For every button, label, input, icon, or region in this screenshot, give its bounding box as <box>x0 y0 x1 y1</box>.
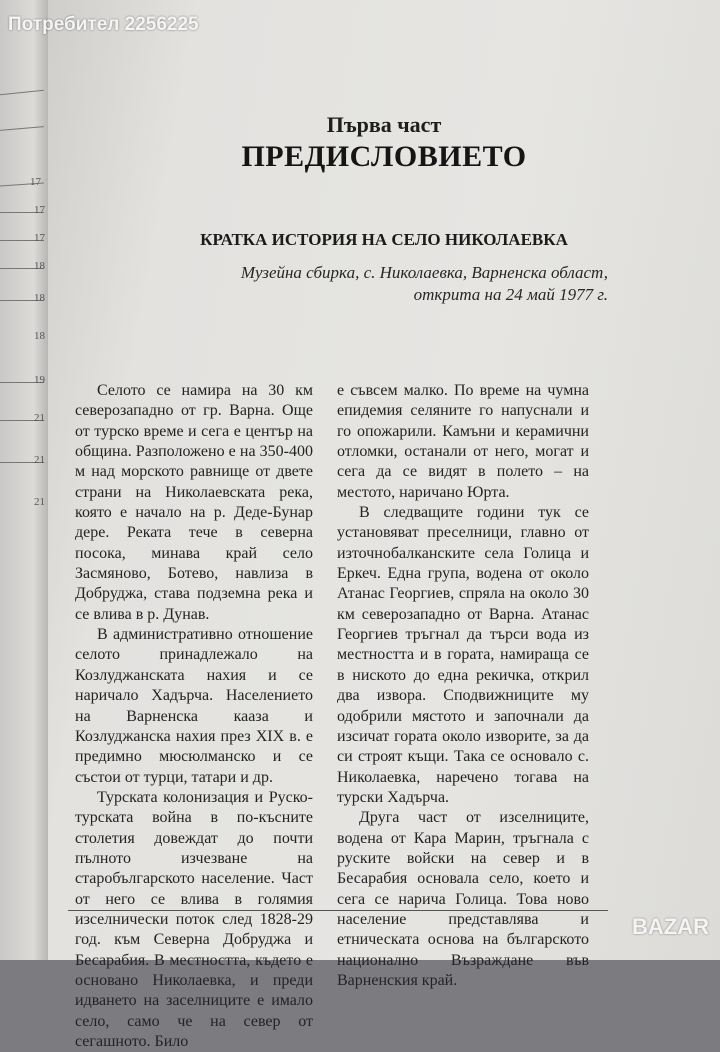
subtitle <box>108 262 608 306</box>
prev-page-number: 19 <box>34 374 45 386</box>
prev-page-number: 17 <box>30 176 41 188</box>
logo-text: BAZAR <box>632 914 709 939</box>
paragraph: В следващите години тук се установяват преселници, главно от източнобалканските села Голица и Еркеч. Една група, водена от около Атанас Георгиев, спряла на около 30 км северозападно от Варна. Атанас Георгиев тръгнал да търси вода из местността и в гората, намираща се в ниското до една рекичка, открил два извора. Сподвижниците му одобрили мястото и започнали да изсичат гората около изворите, за да си строят къщи. Така се основало с. Николаевка, наречено тогава на турски Хадърча. <box>337 504 589 806</box>
prev-page-number: 21 <box>34 496 45 508</box>
paragraph: Друга част от изселниците, водена от Кара Марин, тръгнала с руските войски на север и в Бесарабия основала село, което и сега се нарича Голица. Това ново население представлява и етническата основа на българското национално Възраждане във Варненския край. <box>337 809 589 989</box>
prev-page-number: 21 <box>34 454 45 466</box>
subtitle-line: Музейна сбирка, с. Николаевка, Варненска област, <box>240 263 608 282</box>
leader-line <box>0 126 44 131</box>
footer-rule <box>68 910 608 911</box>
section-title: КРАТКА ИСТОРИЯ НА СЕЛО НИКОЛАЕВКА <box>200 230 568 249</box>
prev-page-number: 18 <box>34 330 45 342</box>
text-column-right <box>337 381 589 991</box>
prev-page-number: 17 <box>34 232 45 244</box>
user-watermark: Потребител 2256225 <box>8 14 199 35</box>
book-page <box>48 0 720 1050</box>
prev-page-number: 17 <box>34 204 45 216</box>
part-title: Първа част <box>326 112 442 137</box>
bazar-logo <box>632 914 712 950</box>
chapter-title: ПРЕДИСЛОВИЕТО <box>241 140 527 173</box>
leader-line <box>0 90 44 96</box>
paragraph: Селото се намира на 30 км северозападно от гр. Варна. Още от турско време и сега е център на община. Разположено е на 350-400 м над морското равнище от двете страни на Николаевската река, която е начало на р. Деде-Бунар дере. Реката тече в северна посока, минава край село Засмяново, Ботево, навлиза в Добруджа, става подземна река и се влива в р. Дунав. <box>75 382 313 623</box>
previous-page-edge <box>0 0 48 960</box>
paragraph: Турската колонизация и Руско-турската война в по-късните столетия довеждат до почти пълното изчезване на старобългарското население. Част от него се влива в голямия изселнически поток след 1828-29 год. към Северна Добруджа и Бесарабия. В местността, където е основано Николаевка, и преди идването на заселниците е имало село, само че на север от сегашното. Било <box>75 788 313 1050</box>
text-column-left <box>75 381 313 1052</box>
paragraph: В административно отношение селото принадлежало на Козлуджанската нахия и се наричало Хадърча. Населението на Варненска кааза и Козлуджанска нахия през XIX в. е предимно мюсюлманско и се състои от турци, татари и др. <box>75 626 313 786</box>
prev-page-number: 18 <box>34 260 45 272</box>
paragraph: е съвсем малко. По време на чумна епидемия селяните го напуснали и го опожарили. Камъни и керамични отломки, останали от него, могат и сега да се видят в полето – на местото, наричано Юрта. <box>337 382 589 501</box>
subtitle-line: открита на 24 май 1977 г. <box>413 285 608 304</box>
prev-page-number: 21 <box>34 412 45 424</box>
prev-page-number: 18 <box>34 292 45 304</box>
